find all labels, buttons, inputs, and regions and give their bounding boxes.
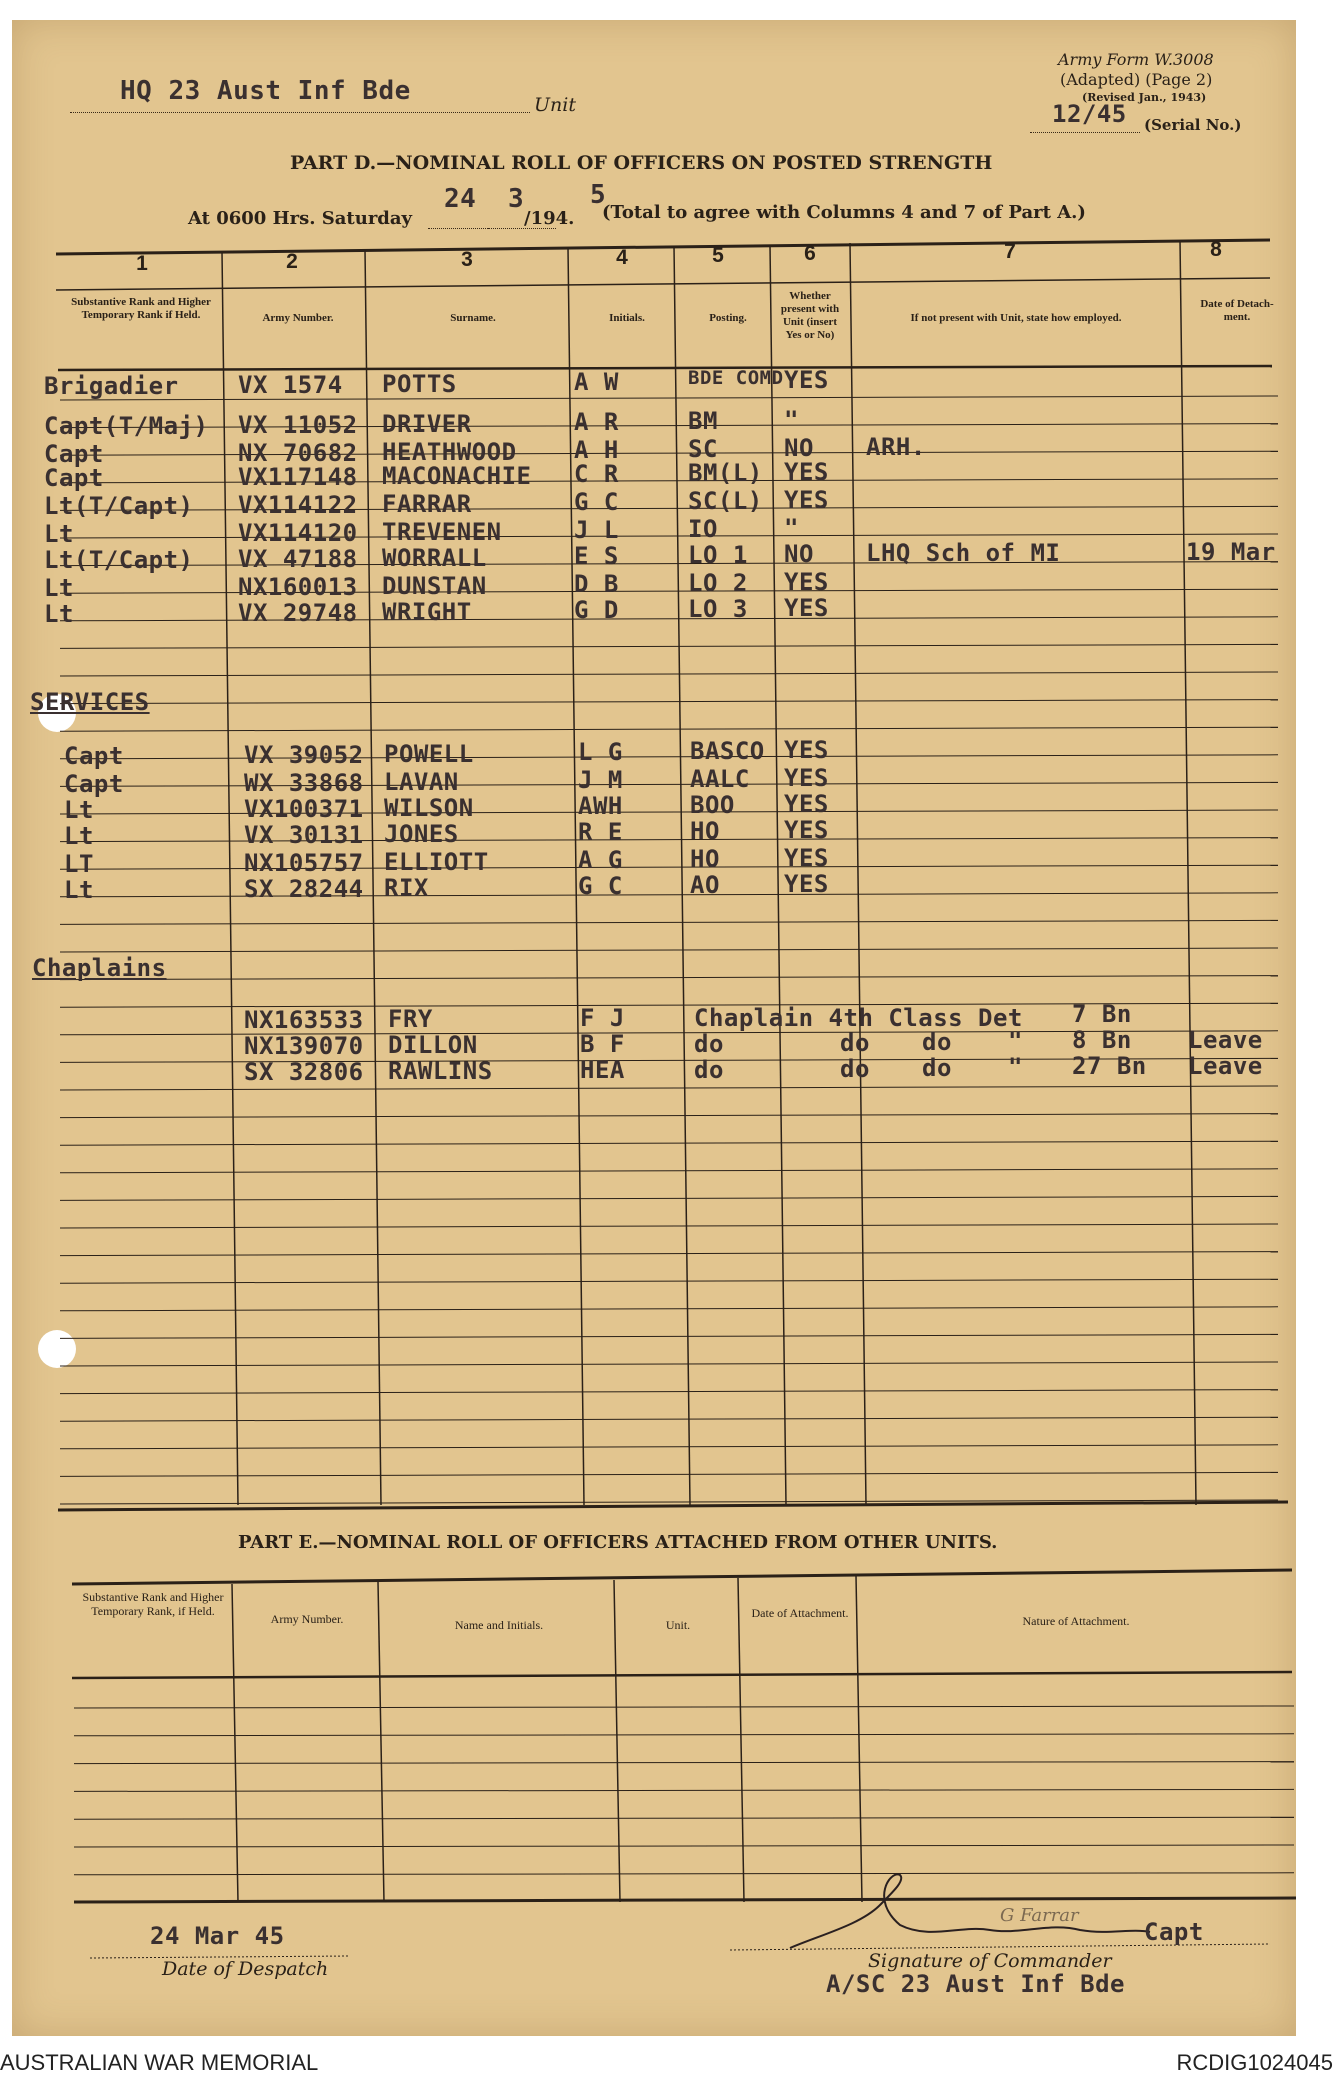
date-year-prefix: /194. [524,208,575,229]
row-3-number: NX 70682 [238,438,358,467]
services-row-6-number: SX 28244 [244,874,364,903]
row-3-posting: SC [688,435,718,464]
col-header-7: If not present with Unit, state how employed. [910,312,1122,324]
chaplain-row-2-unit: 8 Bn [1072,1026,1132,1055]
services-row-5-rank: LT [64,850,94,878]
form-name: Army Form W.3008 [1058,50,1214,69]
services-row-3-number: VX100371 [244,794,364,823]
ruled-line [60,1169,1278,1173]
row-9-number: VX 29748 [238,598,358,627]
row-3-present: NO [784,434,814,462]
col-header-4: Initials. [609,312,645,324]
row-8-number: NX160013 [238,572,358,601]
row-5-number: VX114122 [238,490,358,519]
ruled-line [60,755,1278,759]
form-revised: (Revised Jan., 1943) [1082,91,1207,104]
caption-left: AUSTRALIAN WAR MEMORIAL [0,2050,319,2075]
ruled-line [74,1734,1294,1736]
part-e-header-1: Substantive Rank and Higher Temporary Rank, if Held. [82,1590,224,1618]
col-header-2: Army Number. [262,312,334,324]
ruled-line [60,1334,1278,1338]
services-row-3-present: YES [784,790,829,818]
services-row-4-posting: HO [690,817,720,846]
row-4-surname: MACONACHIE [382,461,532,490]
despatch-label: Date of Despatch [162,1958,329,1980]
row-8-posting: LO 2 [688,569,748,598]
row-2-initials: A R [574,408,619,437]
row-3-surname: HEATHWOOD [382,437,517,466]
ruled-line [74,1789,1294,1791]
services-row-2-surname: LAVAN [384,767,459,796]
col-number-4: 4 [616,246,628,269]
ruled-line [60,1141,1278,1145]
signature-unit: A/SC 23 Aust Inf Bde [826,1970,1125,1998]
row-6-surname: TREVENEN [382,517,502,546]
ruled-line [60,644,1278,648]
part-e-header-3: Name and Initials. [454,1618,544,1632]
part-e-header-5: Date of Attachment. [751,1606,849,1620]
row-4-rank: Capt [44,464,104,492]
row-4-present: YES [784,458,829,486]
col-header-6: Whether present with Unit (insert Yes or No) [780,290,840,341]
total-note: (Total to agree with Columns 4 and 7 of Part A.) [602,202,1086,223]
services-row-4-present: YES [784,816,829,844]
row-6-posting: IO [688,515,718,544]
row-6-initials: J L [574,516,619,545]
services-row-3-initials: AWH [578,792,623,821]
ruled-line [60,1445,1278,1449]
chaplain-row-2-initials: B F [580,1030,625,1059]
ruled-line [60,893,1278,897]
ruled-line [60,1196,1278,1200]
services-row-2-rank: Capt [64,770,124,798]
services-row-6-initials: G C [578,872,623,901]
chaplain-row-1-number: NX163533 [244,1006,364,1034]
row-6-number: VX114120 [238,518,358,547]
col-number-6: 6 [804,242,816,265]
row-6-rank: Lt [44,520,74,548]
chaplain-row-2-posting: do [694,1029,724,1058]
col-number-1: 1 [136,252,148,275]
ruled-line [60,700,1278,704]
services-row-4-rank: Lt [64,822,94,850]
col-header-5: Posting. [709,312,747,324]
row-7-date: 19 Mar [1186,537,1276,566]
services-row-6-rank: Lt [64,876,94,904]
services-row-3-surname: WILSON [384,793,474,822]
row-1-initials: A W [574,368,619,397]
row-8-initials: D B [574,570,619,599]
services-heading: SERVICES [30,688,150,716]
row-5-initials: G C [574,488,619,517]
col-header-3: Surname. [450,312,496,324]
row-7-rank: Lt(T/Capt) [44,546,194,574]
services-row-4-number: VX 30131 [244,820,364,849]
chaplain-row-2-surname: DILLON [388,1031,478,1060]
services-row-6-posting: AO [690,871,720,900]
services-row-2-initials: J M [578,766,623,795]
row-9-surname: WRIGHT [382,597,472,626]
row-5-present: YES [784,486,829,514]
part-d-title: PART D.—NOMINAL ROLL OF OFFICERS ON POSTED STRENGTH [290,152,993,174]
chaplain-row-1-initials: F J [580,1004,625,1033]
row-9-posting: LO 3 [688,595,748,624]
ruled-line [60,810,1278,814]
chaplain-row-1-unit: 7 Bn [1072,1000,1132,1029]
ruled-line [60,1224,1278,1228]
row-7-initials: E S [574,542,619,571]
caption-right: RCDIG1024045 [1176,2050,1333,2075]
services-row-1-number: VX 39052 [244,740,364,769]
services-row-6-surname: RIX [384,873,429,902]
col-number-8: 8 [1210,238,1222,261]
chaplain-row-2-date: Leave [1188,1025,1263,1054]
services-row-1-present: YES [784,736,829,764]
ruled-line [60,1472,1278,1476]
services-row-2-number: WX 33868 [244,768,364,797]
row-3-rank: Capt [44,440,104,468]
despatch-date: 24 Mar 45 [150,1922,285,1950]
col-number-3: 3 [461,248,473,271]
ruled-line [60,1086,1278,1090]
row-1-present: YES [784,366,829,394]
row-5-posting: SC(L) [688,487,763,516]
chaplain-row-3-c6: do [840,1054,870,1083]
ruled-line [74,1845,1294,1847]
unit-label: Unit [534,94,576,116]
chaplains-heading: Chaplains [32,954,167,982]
services-row-2-posting: AALC [690,765,750,794]
row-2-rank: Capt(T/Maj) [44,412,209,440]
row-2-posting: BM [688,407,718,436]
ruled-line [74,1706,1294,1708]
ruled-line [60,1362,1278,1366]
at-label: At 0600 Hrs. Saturday [188,208,413,229]
ruled-line [74,1817,1294,1819]
row-7-present: NO [784,540,814,568]
services-row-3-rank: Lt [64,796,94,824]
col-number-7: 7 [1004,240,1016,263]
row-5-rank: Lt(T/Capt) [44,492,194,520]
row-8-rank: Lt [44,574,74,602]
row-7-employed: LHQ Sch of MI [866,538,1061,567]
date-month: 3 [508,184,525,214]
date-day: 24 [444,184,477,214]
ruled-line [60,727,1278,731]
row-1-number: VX 1574 [238,370,343,399]
services-row-2-present: YES [784,764,829,792]
ruled-line [60,1390,1278,1394]
ruled-line [60,672,1278,676]
chaplain-row-3-c7: do [922,1054,952,1082]
chaplain-row-2-number: NX139070 [244,1032,364,1060]
col-number-2: 2 [286,250,298,273]
part-e-header-4: Unit. [665,1618,691,1632]
ruled-line [74,1762,1294,1764]
row-1-posting: BDE COMD [688,367,784,390]
ruled-line [60,1114,1278,1118]
row-9-initials: G D [574,596,619,625]
row-8-present: YES [784,568,829,596]
services-row-5-posting: HO [690,845,720,874]
signature-label: Signature of Commander [868,1950,1112,1972]
col-header-8: Date of Detach-ment. [1200,298,1274,323]
part-e-header-2: Army Number. [270,1612,344,1626]
part-e-title: PART E.—NOMINAL ROLL OF OFFICERS ATTACHED FROM OTHER UNITS. [238,1532,998,1553]
row-9-rank: Lt [44,600,74,628]
signature-scrawl [790,1874,1150,1948]
chaplain-row-3-mark: " [1008,1053,1023,1082]
row-3-initials: A H [574,436,619,465]
part-e-header-6: Nature of Attachment. [1022,1614,1130,1628]
ruled-line [60,865,1278,869]
chaplain-row-2-mark: " [1008,1027,1023,1056]
ruled-line [60,1279,1278,1283]
serial-value: 12/45 [1052,100,1127,128]
row-2-number: VX 11052 [238,410,358,439]
row-2-present: " [784,406,799,434]
row-7-surname: WORRALL [382,543,487,572]
services-row-4-initials: R E [578,818,623,847]
row-4-number: VX117148 [238,462,358,491]
ruled-line [60,920,1278,924]
row-7-posting: LO 1 [688,541,748,570]
ruled-line [60,1252,1278,1256]
row-6-present: " [784,514,799,542]
services-row-5-present: YES [784,844,829,872]
services-row-3-posting: BOO [690,791,735,820]
row-1-surname: POTTS [382,369,457,398]
chaplain-row-3-number: SX 32806 [244,1058,364,1086]
col-header-1: Substantive Rank and Higher Temporary Rank if Held. [71,296,211,321]
form-adapted: (Adapted) (Page 2) [1060,70,1213,89]
chaplain-row-2-c7: do [922,1028,952,1056]
ruled-line [60,1307,1278,1311]
ruled-line [60,1417,1278,1421]
signature-rank: Capt [1144,1918,1204,1946]
chaplain-row-1-posting: Chaplain 4th Class Det [694,1003,1023,1032]
services-row-1-initials: L G [578,738,623,767]
chaplain-row-3-posting: do [694,1055,724,1084]
services-row-6-present: YES [784,870,829,898]
services-row-5-surname: ELLIOTT [384,847,489,876]
chaplain-row-1-surname: FRY [388,1005,433,1034]
services-row-1-posting: BASCO [690,737,765,766]
ruled-line [60,782,1278,786]
ruled-line [60,976,1278,980]
chaplain-row-3-initials: HEA [580,1056,625,1085]
services-row-1-surname: POWELL [384,739,474,768]
unit-value: HQ 23 Aust Inf Bde [120,76,411,106]
col-number-5: 5 [712,244,724,267]
services-row-4-surname: JONES [384,819,459,848]
chaplain-row-3-unit: 27 Bn [1072,1052,1147,1081]
chaplain-row-3-date: Leave [1188,1051,1263,1080]
serial-label: (Serial No.) [1144,116,1242,134]
ruled-line [60,838,1278,842]
row-4-initials: C R [574,460,619,489]
row-2-surname: DRIVER [382,409,472,438]
ruled-line [74,1873,1294,1875]
signature-name: G Farrar [1000,1905,1079,1926]
row-1-rank: Brigadier [44,372,179,400]
row-9-present: YES [784,594,829,622]
services-row-5-number: NX105757 [244,848,364,877]
services-row-5-initials: A G [578,846,623,875]
services-row-1-rank: Capt [64,742,124,770]
chaplain-row-3-surname: RAWLINS [388,1057,493,1086]
row-5-surname: FARRAR [382,489,472,518]
row-7-number: VX 47188 [238,544,358,573]
chaplain-row-2-c6: do [840,1028,870,1057]
date-year-digit: 5 [590,180,607,210]
row-3-employed: ARH. [866,432,926,461]
row-4-posting: BM(L) [688,459,763,488]
row-8-surname: DUNSTAN [382,571,487,600]
ruled-line [60,948,1278,952]
